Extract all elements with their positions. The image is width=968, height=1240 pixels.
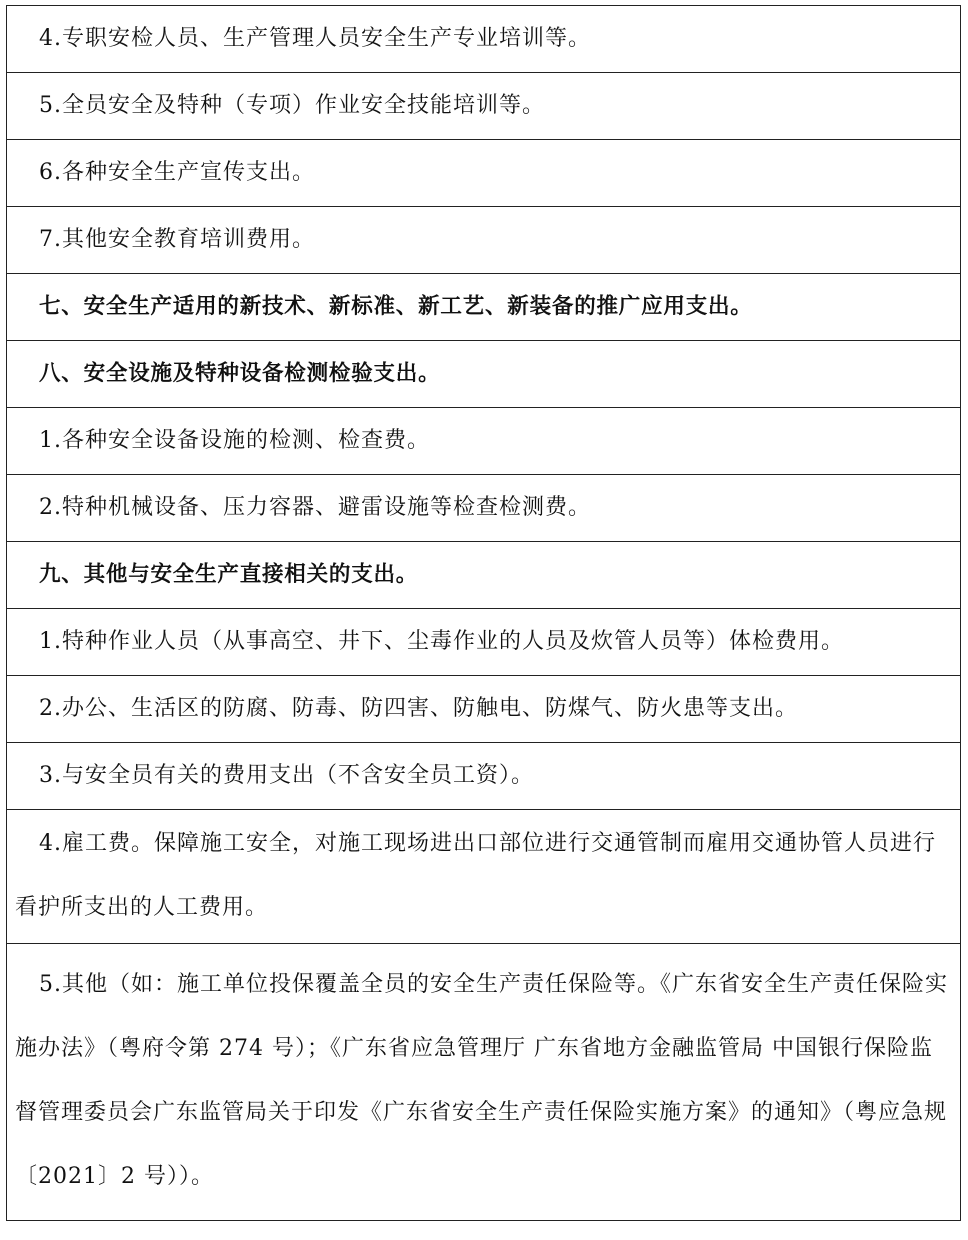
item-2-office-protection: 2.办公、生活区的防腐、防毒、防四害、防触电、防煤气、防火患等支出。 (7, 676, 961, 743)
item-5-other-insurance: 5.其他（如：施工单位投保覆盖全员的安全生产责任保险等。《广东省安全生产责任保险实施办法》（粤府令第 274 号）；《广东省应急管理厅 广东省地方金融监管局 中国银行保险监督管理委员会广东监管局关于印发《广东省安全生产责任保险实施方案》的通知》（粤应急规〔2021〕2 号））。 (7, 944, 961, 1221)
item-6-publicity: 6.各种安全生产宣传支出。 (7, 140, 961, 207)
section-9-heading: 九、其他与安全生产直接相关的支出。 (7, 542, 961, 609)
table-row (7, 944, 961, 1221)
expense-items-table (6, 5, 961, 1221)
item-5-skills-training: 5.全员安全及特种（专项）作业安全技能培训等。 (7, 73, 961, 140)
table-row (7, 676, 961, 743)
table-row (7, 73, 961, 140)
table-row (7, 743, 961, 810)
table-row (7, 341, 961, 408)
table-row (7, 609, 961, 676)
table-row (7, 274, 961, 341)
item-4-labor-costs: 4.雇工费。保障施工安全，对施工现场进出口部位进行交通管制而雇用交通协管人员进行看护所支出的人工费用。 (7, 810, 961, 944)
section-8-heading: 八、安全设施及特种设备检测检验支出。 (7, 341, 961, 408)
table-row (7, 140, 961, 207)
table-row (7, 542, 961, 609)
table-row (7, 475, 961, 542)
item-1-medical-exam: 1.特种作业人员（从事高空、井下、尘毒作业的人员及炊管人员等）体检费用。 (7, 609, 961, 676)
table-row (7, 207, 961, 274)
item-3-safety-officer-costs: 3.与安全员有关的费用支出（不含安全员工资）。 (7, 743, 961, 810)
table-row (7, 6, 961, 73)
item-7-other-training: 7.其他安全教育培训费用。 (7, 207, 961, 274)
table-row (7, 810, 961, 944)
section-7-heading: 七、安全生产适用的新技术、新标准、新工艺、新装备的推广应用支出。 (7, 274, 961, 341)
item-1-facility-inspection: 1.各种安全设备设施的检测、检查费。 (7, 408, 961, 475)
table-row (7, 408, 961, 475)
item-4-professional-training: 4.专职安检人员、生产管理人员安全生产专业培训等。 (7, 6, 961, 73)
item-2-equipment-inspection: 2.特种机械设备、压力容器、避雷设施等检查检测费。 (7, 475, 961, 542)
